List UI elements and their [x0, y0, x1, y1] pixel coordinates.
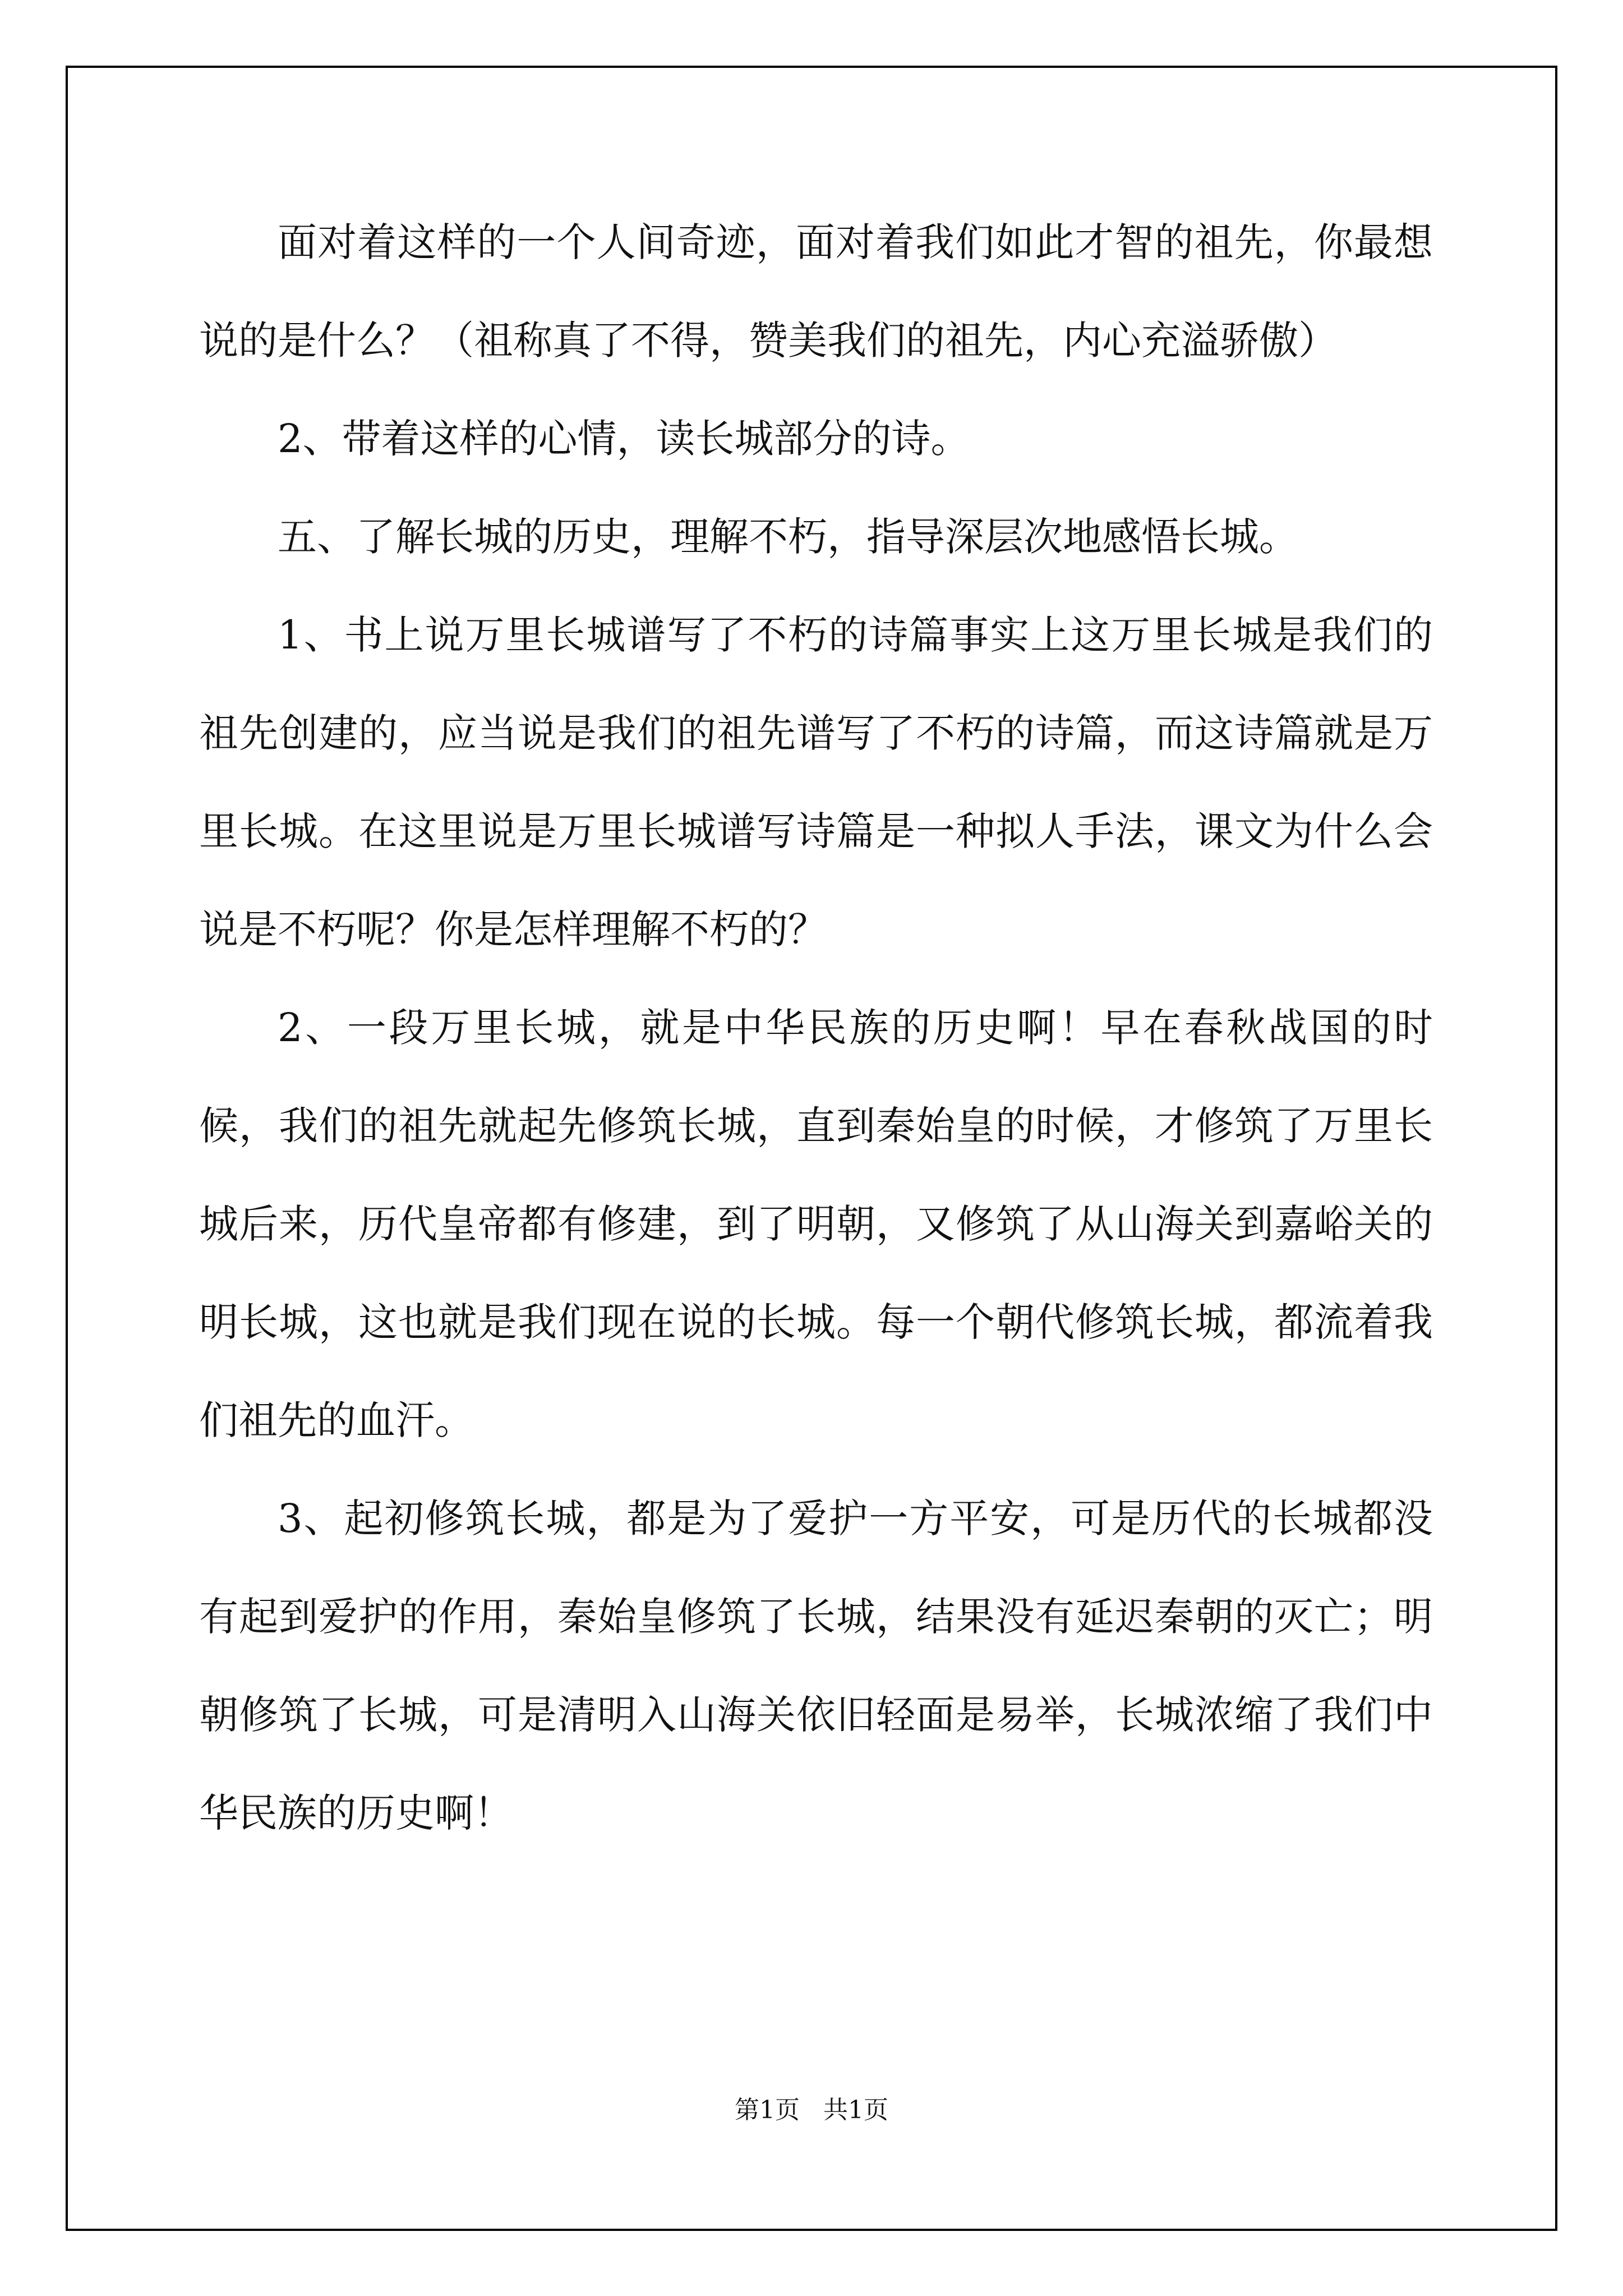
- paragraph: 面对着这样的一个人间奇迹，面对着我们如此才智的祖先，你最想说的是什么？（祖称真了不得，赞美我们的祖先，内心充溢骄傲）: [199, 219, 1433, 364]
- document-body: [199, 194, 1433, 1862]
- paragraph: 2、带着这样的心情，读长城部分的诗。: [278, 416, 970, 462]
- paragraph: 3、起初修筑长城，都是为了爱护一方平安，可是历代的长城都没有起到爱护的作用，秦始皇修筑了长城，结果没有延迟秦朝的灭亡；明朝修筑了长城，可是清明入山海关依旧轻面是易举，长城浓缩了我们中华民族的历史啊！: [199, 1496, 1433, 1836]
- paragraph: 五、了解长城的历史，理解不朽，指导深层次地感悟长城。: [278, 514, 1298, 560]
- paragraph: 2、一段万里长城，就是中华民族的历史啊！早在春秋战国的时候，我们的祖先就起先修筑长城，直到秦始皇的时候，才修筑了万里长城后来，历代皇帝都有修建，到了明朝，又修筑了从山海关到嘉峪关的明长城，这也就是我们现在说的长城。每一个朝代修筑长城，都流着我们祖先的血汗。: [199, 1005, 1433, 1443]
- paragraph: 1、书上说万里长城谱写了不朽的诗篇事实上这万里长城是我们的祖先创建的，应当说是我们的祖先谱写了不朽的诗篇，而这诗篇就是万里长城。在这里说是万里长城谱写诗篇是一种拟人手法，课文为什么会说是不朽呢？你是怎样理解不朽的？: [199, 612, 1433, 953]
- page-number-footer: 第1页 共1页: [735, 2096, 888, 2124]
